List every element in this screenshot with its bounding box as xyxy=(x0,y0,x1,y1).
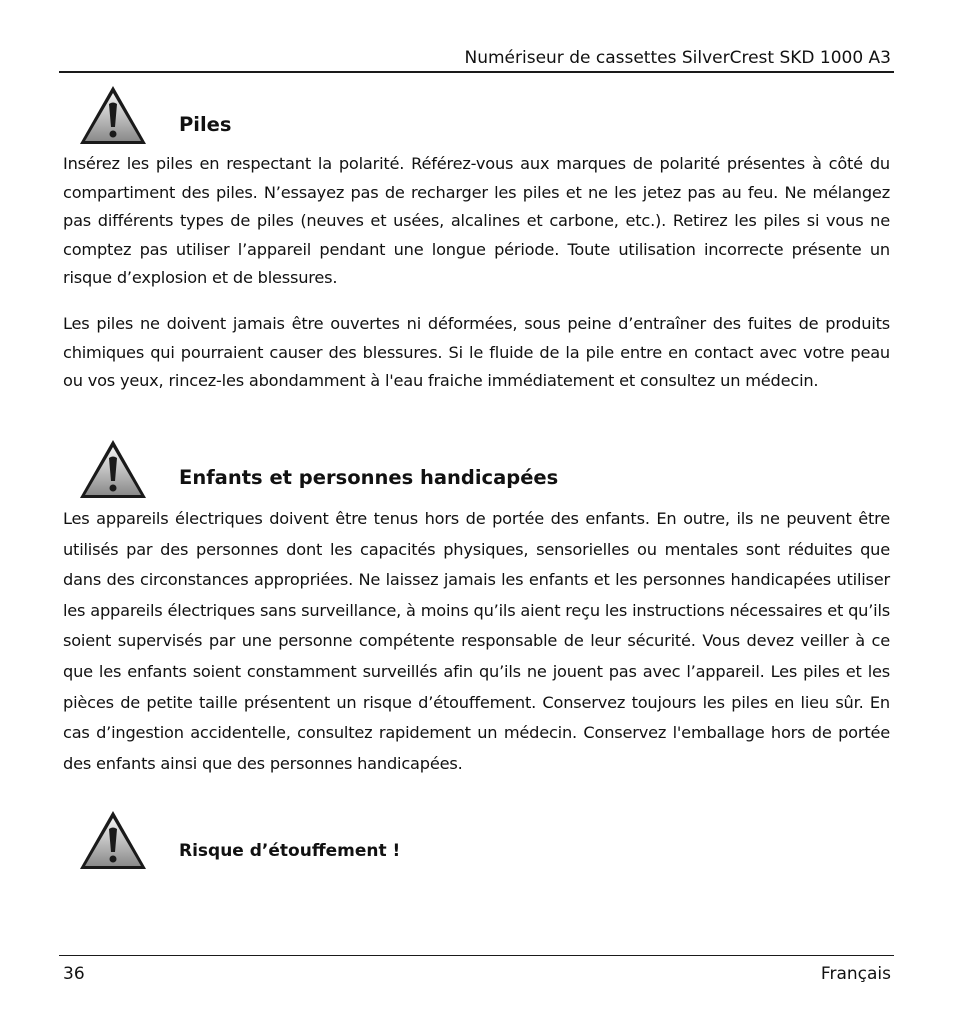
document-title: Numériseur de cassettes SilverCrest SKD 1000 A3 xyxy=(464,48,891,68)
paragraph: Les piles ne doivent jamais être ouvertes ni déformées, sous peine d’entraîner des fuites de produits chimiques qui pourraient causer des blessures. Si le fluide de la pile entre en contact avec votre peau ou vos yeux, rincez-les abondamment à l'eau fraiche immédiatement et consultez un médecin. xyxy=(63,314,890,390)
page-number: 36 xyxy=(63,964,85,984)
language-label: Français xyxy=(820,964,891,984)
paragraph: Insérez les piles en respectant la polarité. Référez-vous aux marques de polarité présentes à côté du compartiment des piles. N’essayez pas de recharger les piles et ne les jetez pas au feu. Ne mélangez pas différents types de piles (neuves et usées, alcalines et carbone, etc.). Retirez les piles si vous ne comptez pas utiliser l’appareil pendant une longue période. Toute utilisation incorrecte présente un risque d’explosion et de blessures. xyxy=(63,154,890,287)
warning-triangle-icon xyxy=(78,84,148,146)
section-heading-enfants: Enfants et personnes handicapées xyxy=(179,466,559,489)
warning-triangle-icon xyxy=(78,809,148,871)
section-heading-risque: Risque d’étouffement ! xyxy=(179,841,401,861)
footer-divider xyxy=(59,955,894,956)
paragraph: Les appareils électriques doivent être tenus hors de portée des enfants. En outre, ils ne peuvent être utilisés par des personnes dont les capacités physiques, sensorielles ou mentales sont réduites que dans des circonstances appropriées. Ne laissez jamais les enfants et les personnes handicapées utiliser les appareils électriques sans surveillance, à moins qu’ils aient reçu les instructions nécessaires et qu’ils soient supervisés par une personne compétente responsable de leur sécurité. Vous devez veiller à ce que les enfants soient constamment surveillés afin qu’ils ne jouent pas avec l’appareil. Les piles et les pièces de petite taille présentent un risque d’étouffement. Conservez toujours les piles en lieu sûr. En cas d’ingestion accidentelle, consultez rapidement un médecin. Conservez l'emballage hors de portée des enfants ainsi que des personnes handicapées. xyxy=(63,509,890,773)
header-divider xyxy=(59,71,894,73)
section-heading-piles: Piles xyxy=(179,113,232,136)
warning-triangle-icon xyxy=(78,438,148,500)
